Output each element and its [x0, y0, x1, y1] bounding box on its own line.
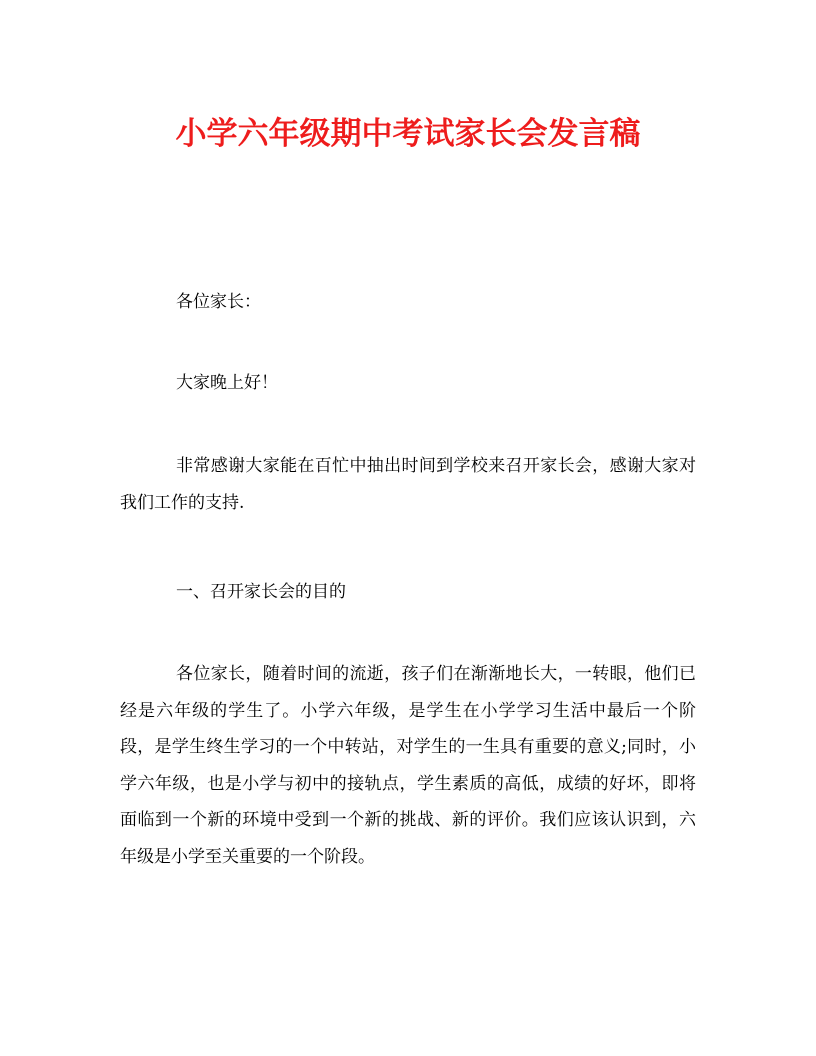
greeting: 大家晚上好！ [176, 373, 278, 393]
thanks-paragraph: 非常感谢大家能在百忙中抽出时间到学校来召开家长会，感谢大家对我们工作的支持. [120, 456, 696, 513]
document-title: 小学六年级期中考试家长会发言稿 [175, 116, 641, 152]
body-paragraph: 各位家长，随着时间的流逝，孩子们在渐渐地长大，一转眼，他们已经是六年级的学生了。小学六年级，是学生在小学学习生活中最后一个阶段，是学生终生学习的一个中转站，对学生的一生具有重要的意义;同时，小学六年级，也是小学与初中的接轨点，学生素质的高低，成绩的好坏，即将面临到一个新的环境中受到一个新的挑战、新的评价。我们应该认识到，六年级是小学至关重要的一个阶段。 [120, 664, 696, 867]
section-heading: 一、召开家长会的目的 [176, 582, 346, 602]
salutation: 各位家长： [176, 292, 261, 312]
